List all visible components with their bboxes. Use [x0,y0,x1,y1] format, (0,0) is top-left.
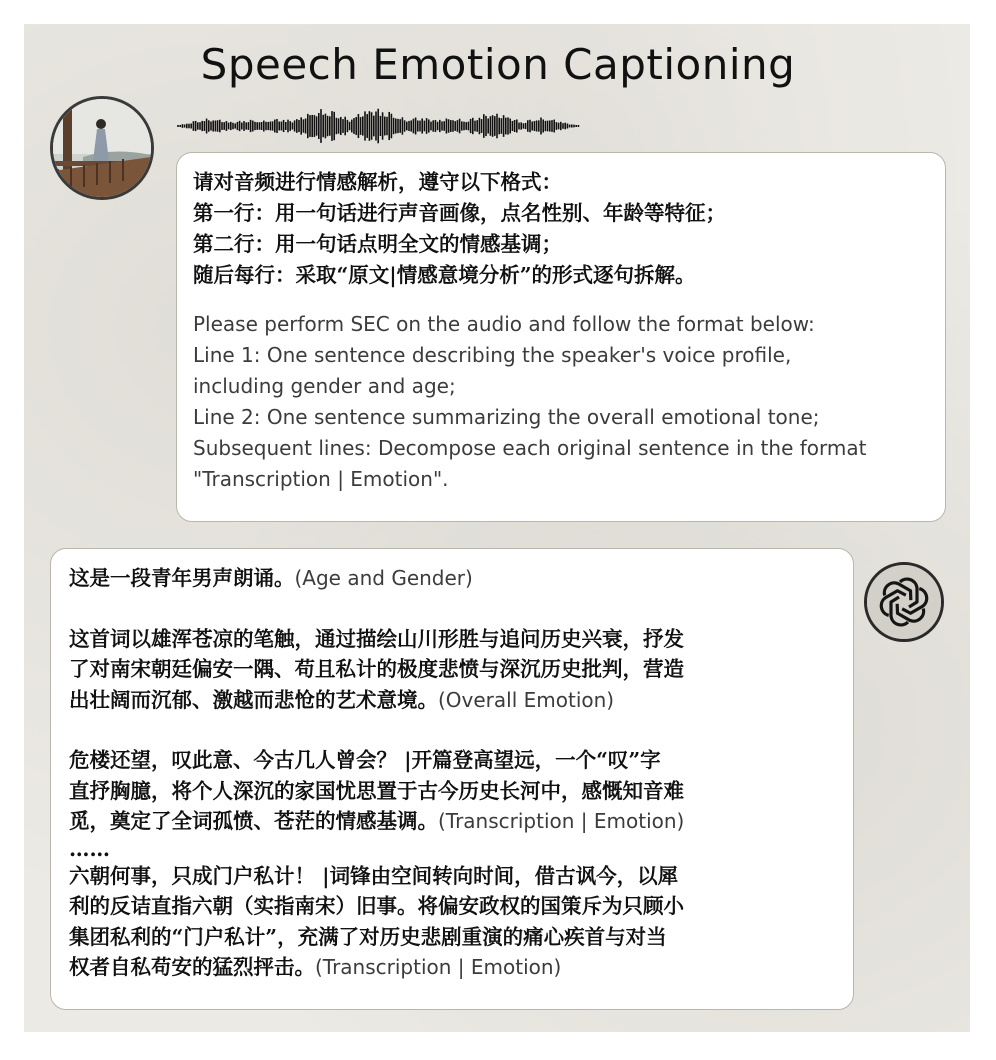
ellipsis: …… [69,836,110,861]
sentence-line: 直抒胸臆，将个人深沉的家国忧思置于古今历史长河中，感慨知音难 [69,778,684,803]
scholar-on-tower-avatar-icon [50,96,154,200]
overall-line: 了对南宋朝廷偏安一隅、苟且私计的极度悲愤与深沉历史批判，营造 [69,657,684,681]
overall-emotion-tag: (Overall Emotion) [438,687,615,712]
openai-logo-icon [864,562,944,642]
overall-emotion-paragraph [69,624,835,716]
prompt-en-line: including gender and age; [193,374,456,398]
sentence-line: 觅，奠定了全词孤愤、苍茫的情感基调。 [69,809,438,833]
transcription-emotion-tag: (Transcription | Emotion) [315,955,562,979]
age-gender-tag: (Age and Gender) [294,566,473,590]
prompt-en-line: Line 1: One sentence describing the speaker's voice profile, [193,343,792,367]
prompt-zh-line: 请对音频进行情感解析，遵守以下格式： [193,170,562,194]
model-response-bubble [50,548,854,1010]
sentence-line: 集团私利的“门户私计”，充满了对历史悲剧重演的痛心疾首与对当 [69,924,667,949]
prompt-en-line: "Transcription | Emotion". [193,467,449,491]
prompt-zh-line: 第一行：用一句话进行声音画像，点名性别、年龄等特征； [193,201,726,225]
voice-profile-text: 这是一段青年男声朗诵。 [69,566,295,590]
sentence-line: 危楼还望，叹此意、今古几人曾会？ |开篇登高望远，一个“叹”字 [69,748,661,772]
transcription-emotion-tag: (Transcription | Emotion) [438,809,685,833]
sentence-analysis-2 [69,861,835,983]
overall-line: 这首词以雄浑苍凉的笔触，通过描绘山川形胜与追问历史兴衰，抒发 [69,626,684,651]
sentence-line: 权者自私苟安的猛烈抨击。 [69,955,315,979]
prompt-en-line: Line 2: One sentence summarizing the overall emotional tone; [193,405,820,429]
sentence-line: 利的反诘直指六朝（实指南宋）旧事。将偏安政权的国策斥为只顾小 [69,894,684,918]
voice-profile-line [69,563,835,594]
prompt-en-line: Subsequent lines: Decompose each original sentence in the format [193,436,867,460]
overall-line: 出壮阔而沉郁、激越而悲怆的艺术意境。 [69,687,438,712]
prompt-zh-line: 随后每行：采取“原文|情感意境分析”的形式逐句拆解。 [193,263,696,287]
page-title: Speech Emotion Captioning [200,40,796,89]
sentence-line: 六朝何事，只成门户私计！ |词锋由空间转向时间，借古讽今，以犀 [69,863,679,888]
prompt-zh-line: 第二行：用一句话点明全文的情感基调； [193,232,562,256]
sentence-analysis-1 [69,745,835,861]
audio-waveform-icon [176,104,580,148]
user-prompt-bubble [176,152,946,522]
prompt-en-line: Please perform SEC on the audio and follow the format below: [193,312,815,336]
